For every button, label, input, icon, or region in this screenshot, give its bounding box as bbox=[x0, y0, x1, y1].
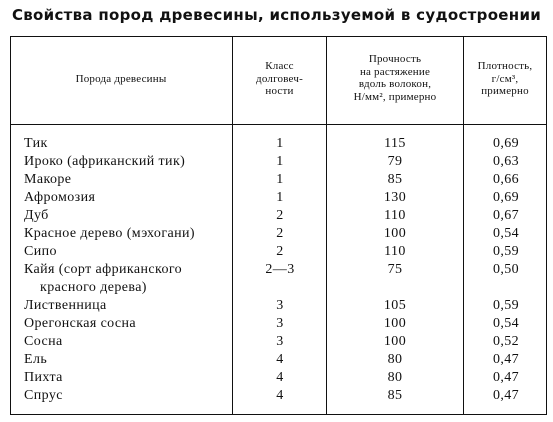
cell-density: 0,63 bbox=[492, 154, 520, 169]
cell-species: Орегонская сосна bbox=[24, 316, 137, 331]
cell-durability-class: 4 bbox=[276, 388, 284, 403]
cell-density: 0,54 bbox=[492, 226, 520, 241]
cell-species: Сипо bbox=[24, 244, 57, 259]
table-top-rule bbox=[10, 36, 547, 37]
cell-tensile-strength: 100 bbox=[383, 316, 407, 331]
cell-durability-class: 2 bbox=[276, 208, 284, 223]
cell-density: 0,67 bbox=[492, 208, 520, 223]
cell-species: Красное дерево (мэхогани) bbox=[24, 226, 195, 241]
cell-tensile-strength: 105 bbox=[383, 298, 407, 313]
header-durability-line: ности bbox=[265, 85, 294, 97]
cell-density: 0,59 bbox=[492, 244, 520, 259]
cell-durability-class: 1 bbox=[276, 190, 284, 205]
header-density-line: Плотность, bbox=[477, 60, 533, 72]
cell-species: Ель bbox=[24, 352, 48, 367]
table-left-rule bbox=[10, 36, 11, 415]
header-durability-line: Класс bbox=[265, 60, 294, 72]
cell-tensile-strength: 79 bbox=[387, 154, 403, 169]
cell-species: Кайя (сорт африканского bbox=[24, 262, 183, 277]
cell-density: 0,69 bbox=[492, 190, 520, 205]
header-strength-line: Н/мм², примерно bbox=[353, 90, 437, 103]
cell-tensile-strength: 85 bbox=[387, 172, 403, 187]
cell-durability-class: 4 bbox=[276, 370, 284, 385]
cell-species: Сосна bbox=[24, 334, 63, 349]
cell-durability-class: 1 bbox=[276, 154, 284, 169]
cell-durability-class: 1 bbox=[276, 136, 284, 151]
header-tensile-strength bbox=[327, 53, 463, 103]
cell-durability-class: 3 bbox=[276, 316, 284, 331]
header-bottom-rule bbox=[10, 124, 547, 125]
cell-tensile-strength: 85 bbox=[387, 388, 403, 403]
cell-durability-class: 4 bbox=[276, 352, 284, 367]
cell-species: Макоре bbox=[24, 172, 72, 187]
table-bottom-rule bbox=[10, 414, 547, 415]
cell-tensile-strength: 110 bbox=[384, 244, 406, 259]
cell-density: 0,59 bbox=[492, 298, 520, 313]
wood-properties-table bbox=[10, 36, 547, 416]
cell-species-continuation: красного дерева) bbox=[40, 280, 147, 295]
cell-species: Спрус bbox=[24, 388, 63, 403]
header-durability-line: долговеч- bbox=[256, 72, 303, 85]
header-species bbox=[10, 73, 232, 86]
cell-species: Ироко (африканский тик) bbox=[24, 154, 186, 169]
cell-tensile-strength: 80 bbox=[387, 370, 403, 385]
cell-species: Афромозия bbox=[24, 190, 96, 205]
cell-density: 0,47 bbox=[492, 388, 520, 403]
cell-density: 0,54 bbox=[492, 316, 520, 331]
cell-density: 0,52 bbox=[492, 334, 520, 349]
cell-durability-class: 2 bbox=[276, 244, 284, 259]
header-species-line: Порода древесины bbox=[75, 73, 167, 85]
cell-durability-class: 1 bbox=[276, 172, 284, 187]
cell-durability-class: 3 bbox=[276, 298, 284, 313]
header-density bbox=[464, 60, 546, 98]
cell-species: Пихта bbox=[24, 370, 63, 385]
cell-tensile-strength: 130 bbox=[383, 190, 407, 205]
cell-species: Дуб bbox=[24, 208, 49, 223]
cell-tensile-strength: 115 bbox=[384, 136, 406, 151]
header-density-line: г/см³, bbox=[491, 72, 519, 85]
header-strength-line: Прочность bbox=[368, 53, 422, 65]
cell-density: 0,50 bbox=[492, 262, 520, 277]
cell-tensile-strength: 75 bbox=[387, 262, 403, 277]
cell-tensile-strength: 80 bbox=[387, 352, 403, 367]
header-strength-line: вдоль волокон, bbox=[358, 78, 432, 90]
cell-tensile-strength: 100 bbox=[383, 334, 407, 349]
cell-tensile-strength: 100 bbox=[383, 226, 407, 241]
cell-durability-class: 2—3 bbox=[265, 262, 295, 277]
cell-species: Тик bbox=[24, 136, 48, 151]
cell-durability-class: 3 bbox=[276, 334, 284, 349]
header-density-line: примерно bbox=[481, 85, 529, 97]
cell-durability-class: 2 bbox=[276, 226, 284, 241]
header-durability-class bbox=[233, 60, 326, 98]
cell-density: 0,47 bbox=[492, 352, 520, 367]
cell-tensile-strength: 110 bbox=[384, 208, 406, 223]
header-strength-line: на растяжение bbox=[359, 65, 431, 78]
cell-density: 0,66 bbox=[492, 172, 520, 187]
cell-density: 0,69 bbox=[492, 136, 520, 151]
cell-density: 0,47 bbox=[492, 370, 520, 385]
cell-species: Лиственница bbox=[24, 298, 107, 313]
table-title: Свойства пород древесины, используемой в судостроении bbox=[11, 6, 542, 24]
